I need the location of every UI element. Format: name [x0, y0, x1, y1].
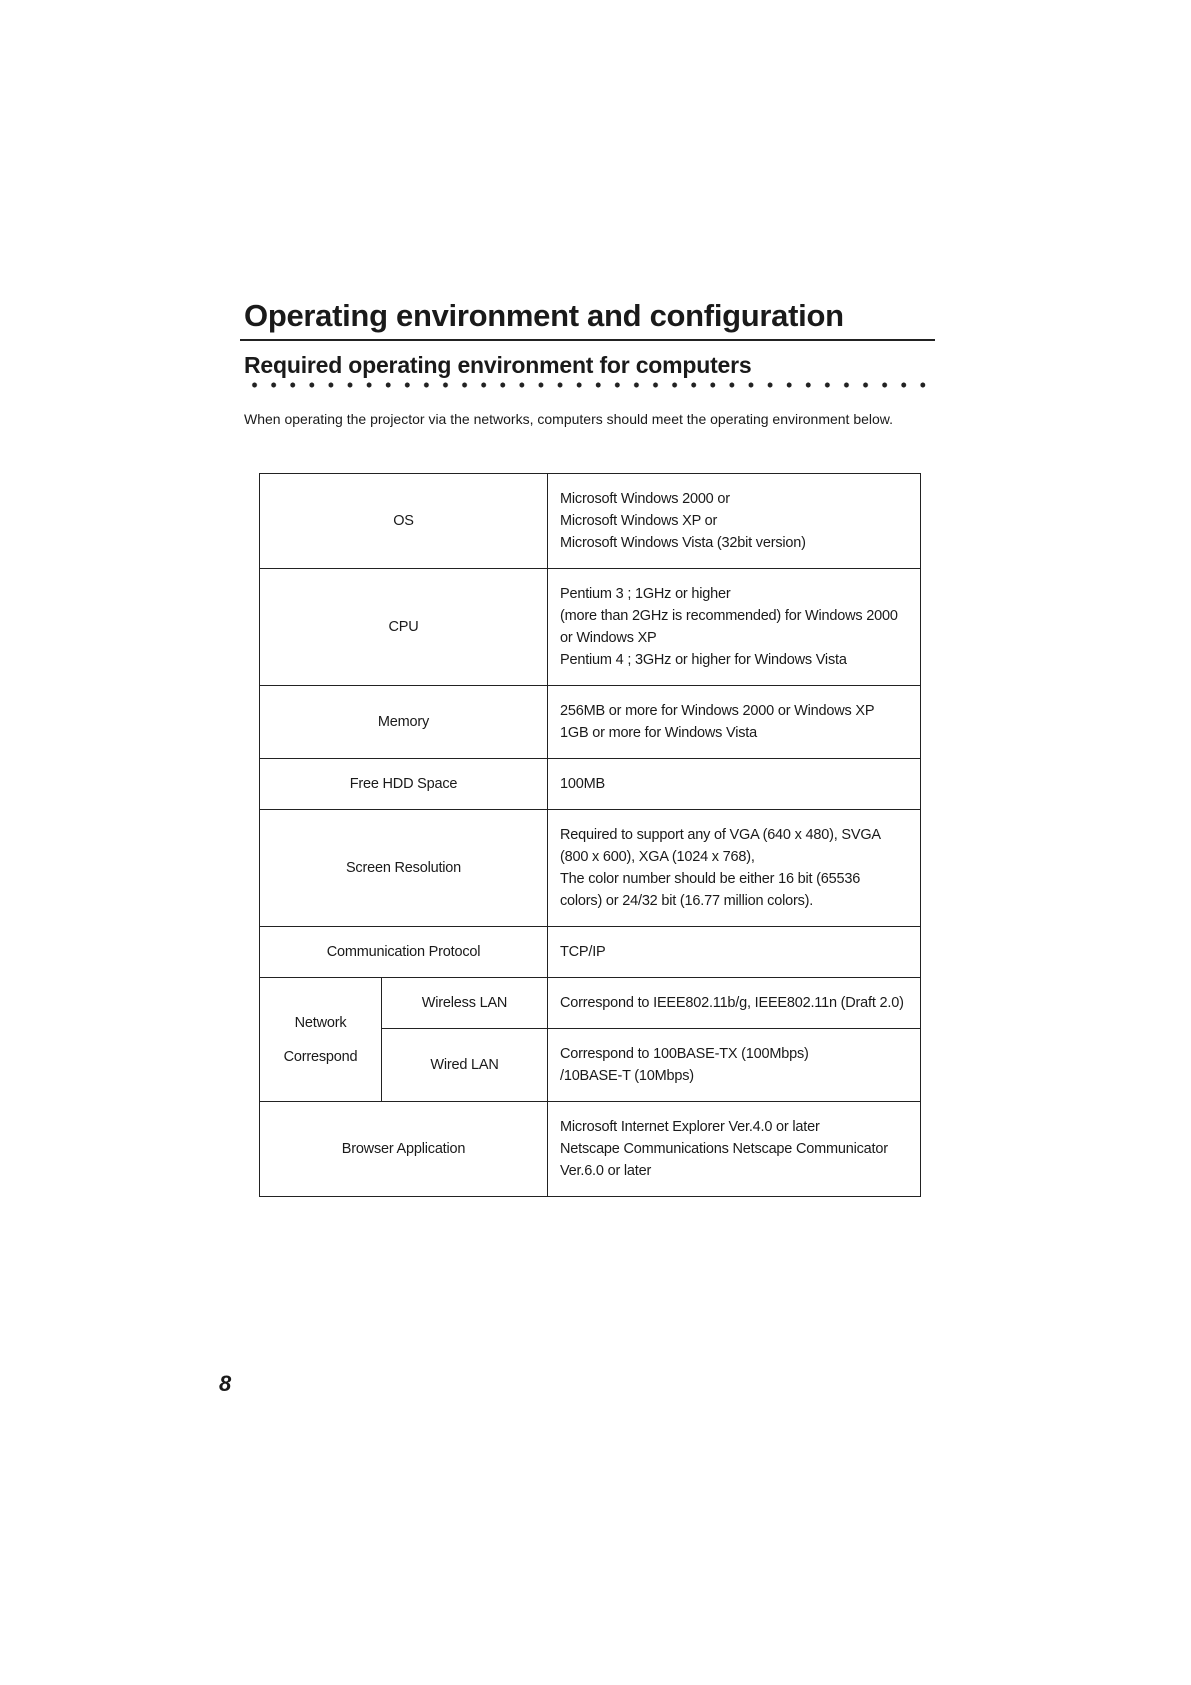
cpu-value	[548, 569, 921, 686]
section-heading: Required operating environment for computers	[244, 352, 752, 378]
protocol-label: Communication Protocol	[260, 927, 548, 978]
table-row-resolution	[260, 810, 921, 927]
hdd-value-line: 100MB	[560, 776, 605, 792]
wireless-lan-value-line: Correspond to IEEE802.11b/g, IEEE802.11n (Draft 2.0)	[560, 995, 904, 1011]
network-label-line: Correspond	[283, 1048, 358, 1065]
resolution-label: Screen Resolution	[260, 810, 548, 927]
browser-value	[548, 1102, 921, 1197]
wired-lan-label: Wired LAN	[382, 1029, 548, 1102]
os-value-line: Microsoft Windows XP or	[560, 513, 718, 529]
wired-lan-value-line: /10BASE-T (10Mbps)	[560, 1068, 694, 1084]
network-label-line: Network	[294, 1014, 347, 1031]
memory-value-line: 256MB or more for Windows 2000 or Windows XP	[560, 703, 875, 719]
wired-lan-value	[548, 1029, 921, 1102]
title-underline	[240, 339, 935, 341]
table-row-memory	[260, 686, 921, 759]
browser-value-line: Netscape Communications Netscape Communicator	[560, 1141, 888, 1157]
table-row-browser	[260, 1102, 921, 1197]
memory-label: Memory	[260, 686, 548, 759]
os-value-line: Microsoft Windows Vista (32bit version)	[560, 535, 806, 551]
wired-lan-value-line: Correspond to 100BASE-TX (100Mbps)	[560, 1046, 809, 1062]
protocol-value	[548, 927, 921, 978]
wireless-lan-label: Wireless LAN	[382, 978, 548, 1029]
page-number: 8	[219, 1371, 232, 1396]
cpu-label: CPU	[260, 569, 548, 686]
cpu-value-line: Pentium 3 ; 1GHz or higher	[560, 586, 731, 602]
resolution-value-line: The color number should be either 16 bit (65536	[560, 871, 861, 887]
cpu-value-line: Pentium 4 ; 3GHz or higher for Windows Vista	[560, 652, 847, 668]
hdd-value	[548, 759, 921, 810]
os-label: OS	[260, 474, 548, 569]
resolution-value-line: colors) or 24/32 bit (16.77 million colors).	[560, 893, 814, 909]
cpu-value-line: or Windows XP	[560, 630, 657, 646]
wireless-lan-value	[548, 978, 921, 1029]
cpu-value-line: (more than 2GHz is recommended) for Windows 2000	[560, 608, 898, 624]
os-value	[548, 474, 921, 569]
network-label	[260, 978, 382, 1102]
intro-paragraph: When operating the projector via the networks, computers should meet the operating environment below.	[244, 411, 894, 427]
memory-value-line: 1GB or more for Windows Vista	[560, 725, 758, 741]
os-value-line: Microsoft Windows 2000 or	[560, 491, 730, 507]
requirements-table	[259, 473, 921, 1197]
table-row-cpu	[260, 569, 921, 686]
resolution-value-line: (800 x 600), XGA (1024 x 768),	[560, 849, 755, 865]
resolution-value	[548, 810, 921, 927]
resolution-value-line: Required to support any of VGA (640 x 480), SVGA	[560, 827, 881, 843]
hdd-label: Free HDD Space	[260, 759, 548, 810]
table-row-os	[260, 474, 921, 569]
dotted-divider	[245, 381, 935, 389]
table-row-hdd	[260, 759, 921, 810]
protocol-value-line: TCP/IP	[560, 944, 606, 960]
browser-value-line: Ver.6.0 or later	[560, 1163, 652, 1179]
page-title: Operating environment and configuration	[244, 298, 844, 333]
memory-value	[548, 686, 921, 759]
browser-label: Browser Application	[260, 1102, 548, 1197]
browser-value-line: Microsoft Internet Explorer Ver.4.0 or later	[560, 1119, 820, 1135]
table-row-protocol	[260, 927, 921, 978]
table-row-wireless-lan	[260, 978, 921, 1029]
